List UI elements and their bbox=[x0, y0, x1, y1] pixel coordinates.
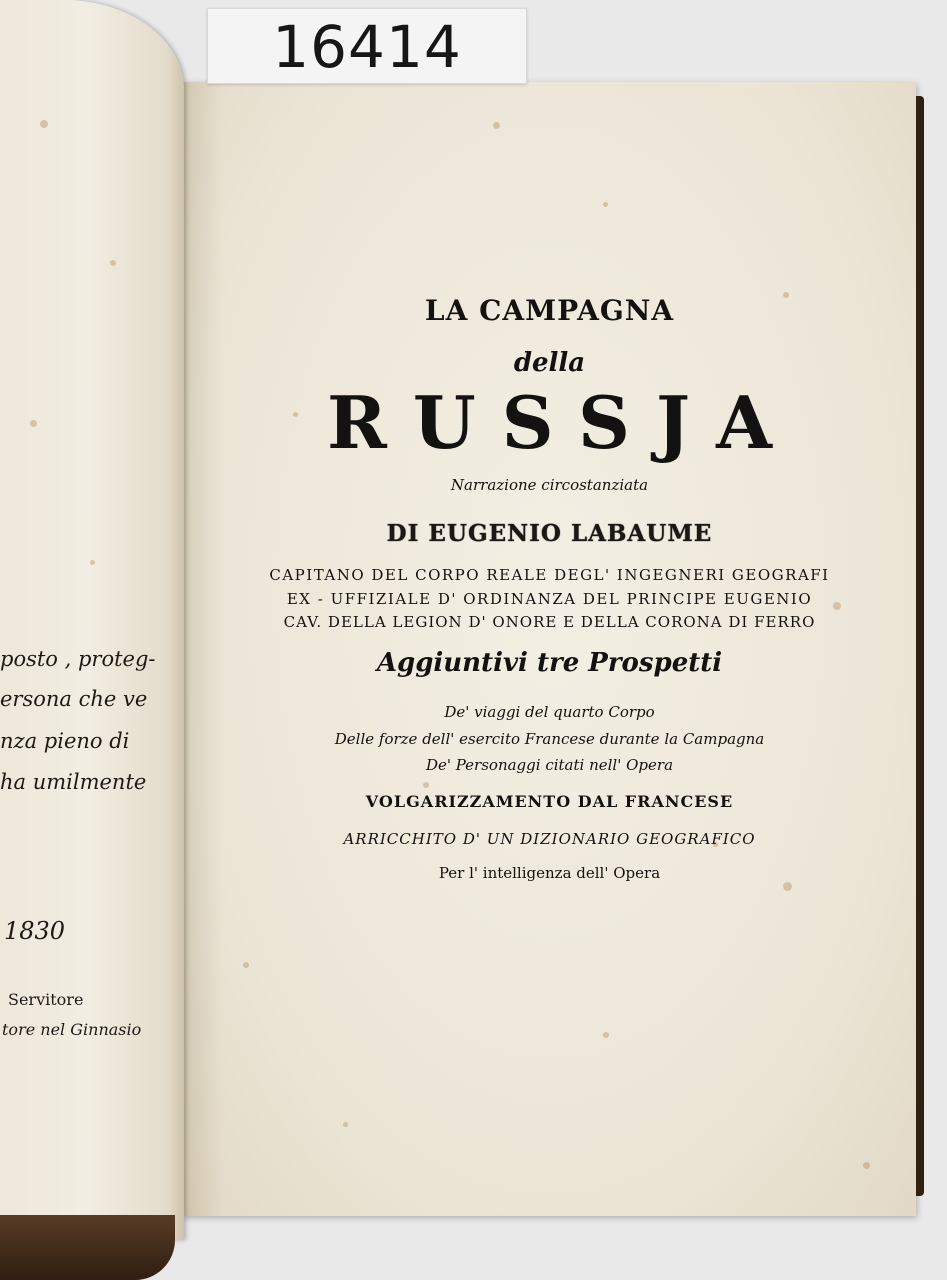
prospetto-1: De' viaggi del quarto Corpo bbox=[444, 703, 655, 721]
prospetto-2: Delle forze dell' esercito Francese durante la Campagna bbox=[334, 730, 765, 748]
book-cover-corner bbox=[0, 1215, 175, 1280]
title-line-della: della bbox=[513, 348, 586, 378]
intelligence-note: Per l' intelligenza dell' Opera bbox=[438, 864, 661, 882]
prospetti-heading: Aggiuntivi tre Prospetti bbox=[376, 648, 723, 678]
subtitle-narrazione: Narrazione circostanziata bbox=[450, 476, 649, 494]
prospetto-3: De' Personaggi citati nell' Opera bbox=[425, 756, 674, 774]
lot-number-label bbox=[207, 8, 527, 84]
author-title-1: CAPITANO DEL CORPO REALE DEGL' INGEGNERI GEOGRAFI bbox=[269, 566, 830, 584]
facing-line-1: posto , proteg- bbox=[0, 647, 156, 671]
facing-line-servitore: Servitore bbox=[8, 990, 84, 1009]
facing-line-3: nza pieno di bbox=[0, 729, 130, 753]
translation-note: VOLGARIZZAMENTO DAL FRANCESE bbox=[365, 792, 734, 811]
facing-line-2: ersona che ve bbox=[0, 687, 148, 711]
facing-line-ginnasio: tore nel Ginnasio bbox=[2, 1020, 142, 1039]
title-line-russja: RUSSJA bbox=[327, 380, 798, 465]
facing-year: 1830 bbox=[4, 917, 66, 945]
author-line: DI EUGENIO LABAUME bbox=[386, 520, 713, 547]
author-title-3: CAV. DELLA LEGION D' ONORE E DELLA CORONA DI FERRO bbox=[283, 613, 816, 631]
title-line-campagna: LA CAMPAGNA bbox=[424, 294, 675, 327]
facing-page bbox=[0, 0, 184, 1240]
dictionary-note: ARRICCHITO D' UN DIZIONARIO GEOGRAFICO bbox=[343, 830, 756, 848]
lot-number: 16414 bbox=[272, 13, 462, 81]
facing-line-4: ha umilmente bbox=[0, 770, 147, 794]
author-title-2: EX - UFFIZIALE D' ORDINANZA DEL PRINCIPE EUGENIO bbox=[286, 590, 813, 608]
